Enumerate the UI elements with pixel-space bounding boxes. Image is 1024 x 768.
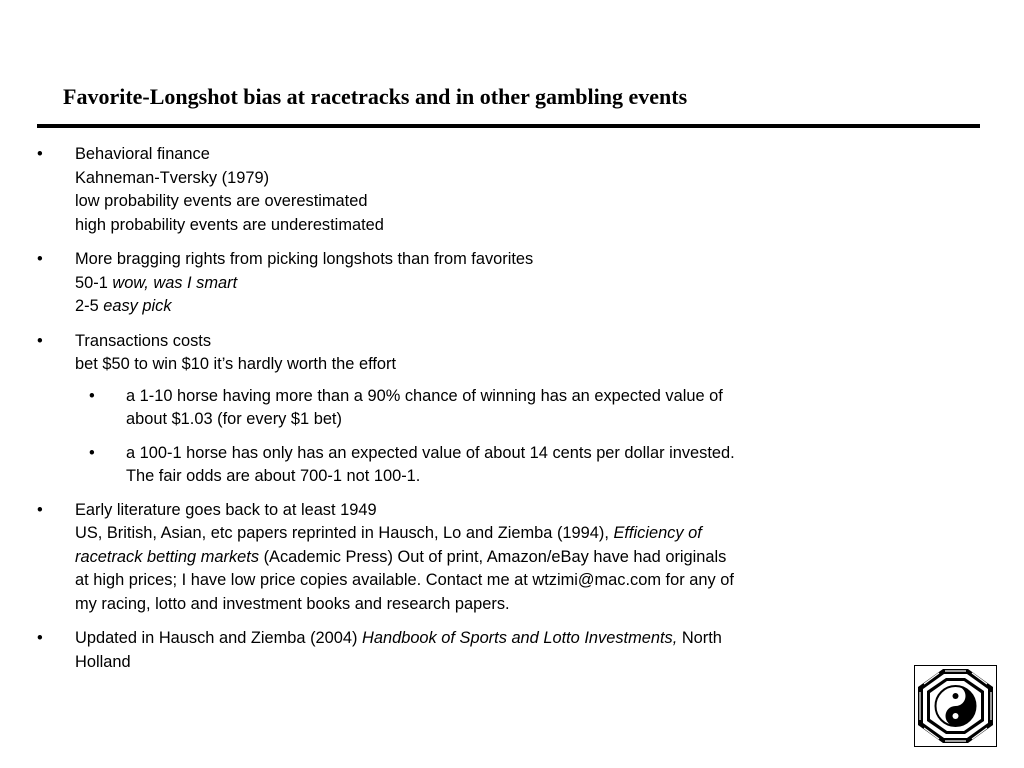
bullet-line: high probability events are underestimated: [75, 215, 384, 234]
sub-bullet-favorite: [0, 385, 1024, 432]
bullet-early-literature: [0, 499, 1024, 617]
sub-bullet-line: a 1-10 horse having more than a 90% chance of winning has an expected value of: [126, 386, 723, 405]
odds-text: 50-1: [75, 273, 113, 292]
citation-text: North: [677, 629, 722, 647]
citation-text: Updated in Hausch and Ziemba (2004): [75, 629, 363, 647]
bullet-line: More bragging rights from picking longshots than from favorites: [75, 250, 534, 268]
odds-text: 2-5: [75, 297, 104, 315]
bullet-line: low probability events are overestimated: [75, 192, 368, 210]
odds-comment: wow, was I smart: [112, 273, 238, 292]
sub-bullet-line: about $1.03 (for every $1 bet): [126, 410, 342, 428]
yin-yang-bagua-logo-icon: [914, 665, 997, 747]
bullet-marker: •: [37, 250, 43, 268]
bullet-marker: •: [37, 331, 43, 350]
bullet-marker: •: [37, 145, 43, 163]
sub-bullet-marker: •: [89, 443, 95, 462]
citation-text: (Academic Press) Out of print, Amazon/eBay have had originals: [259, 547, 727, 566]
bullet-line: Holland: [75, 652, 131, 671]
bullet-line: [75, 546, 1024, 570]
bullet-line: [75, 272, 1024, 296]
bullet-line: at high prices; I have low price copies available. Contact me at wtzimi@mac.com for any of: [75, 571, 734, 589]
bullet-line: [75, 295, 1024, 319]
bullet-bragging-rights: [0, 248, 1024, 319]
bullet-updated: [0, 627, 1024, 674]
sub-bullet-line: a 100-1 horse has only has an expected value of about 14 cents per dollar invested.: [126, 443, 735, 462]
slide-title: Favorite-Longshot bias at racetracks and in other gambling events: [63, 84, 688, 109]
sub-bullet-longshot: [0, 442, 1024, 489]
book-title: racetrack betting markets: [75, 547, 260, 566]
bullet-line: Early literature goes back to at least 1949: [75, 500, 377, 519]
title-divider: [37, 124, 980, 128]
bullet-line: [75, 627, 1024, 651]
bullet-line: Behavioral finance: [75, 145, 210, 163]
bullet-line: [75, 522, 1024, 546]
book-title: Efficiency of: [613, 524, 702, 542]
bullet-transaction-costs: [0, 330, 1024, 377]
citation-text: US, British, Asian, etc papers reprinted in Hausch, Lo and Ziemba (1994),: [75, 524, 614, 542]
odds-comment: easy pick: [103, 297, 172, 315]
bullet-list: [0, 143, 1024, 685]
sub-bullet-marker: •: [89, 386, 95, 405]
sub-bullet-line: The fair odds are about 700-1 not 100-1.: [126, 467, 421, 485]
bullet-behavioral-finance: [0, 143, 1024, 237]
bullet-marker: •: [37, 629, 43, 647]
bullet-line: Transactions costs: [75, 331, 212, 350]
book-title: Handbook of Sports and Lotto Investments,: [362, 629, 678, 647]
bullet-line: my racing, lotto and investment books and research papers.: [75, 594, 510, 613]
bullet-marker: •: [37, 500, 43, 519]
bullet-line: bet $50 to win $10 it’s hardly worth the effort: [75, 355, 397, 373]
bullet-line: Kahneman-Tversky (1979): [75, 168, 270, 187]
